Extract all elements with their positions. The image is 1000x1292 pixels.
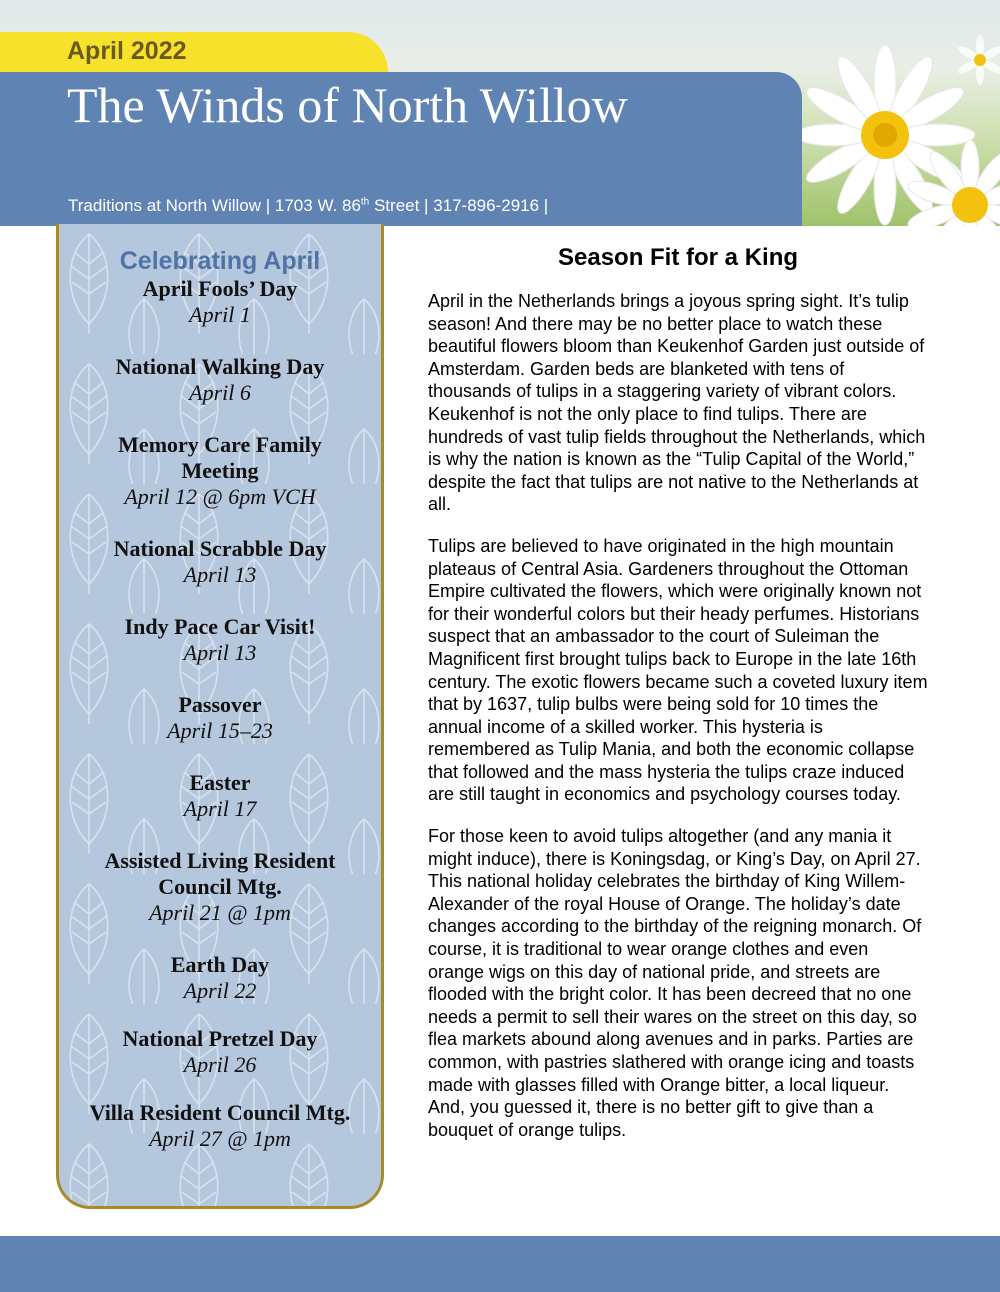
daisy-flowers-image: [790, 30, 1000, 226]
event-name: Memory Care Family Meeting: [118, 432, 322, 483]
event-date: April 15–23: [167, 718, 273, 743]
event-name: Assisted Living Resident Council Mtg.: [104, 848, 336, 899]
event-date: April 22: [183, 978, 257, 1003]
article-paragraph: April in the Netherlands brings a joyous spring sight. It’s tulip season! And there may be no better place to watch these beautiful flowers bloom than Keukenhof Garden just outside of Amsterdam. Garden beds are blanketed with tens of thousands of tulips in a staggering variety of vibrant colors. Keukenhof is not the only place to find tulips. There are hundreds of vast tulip fields throughout the Netherlands, which is why the nation is known as the “Tulip Capital of the World,” despite the fact that tulips are not native to the Netherlands at all.: [428, 291, 926, 515]
event-item: [59, 354, 381, 406]
event-name: Easter: [189, 770, 251, 795]
event-name: National Pretzel Day: [122, 1026, 318, 1051]
address-superscript: th: [360, 196, 370, 208]
sidebar-heading: Celebrating April: [119, 247, 321, 275]
article-title: Season Fit for a King: [557, 244, 799, 271]
event-name: Earth Day: [170, 952, 270, 977]
event-name: National Scrabble Day: [113, 536, 327, 561]
event-name: National Walking Day: [115, 354, 325, 379]
event-item: [59, 432, 381, 510]
event-item: [59, 770, 381, 822]
address-part-1: Traditions at North Willow | 1703 W. 86: [68, 196, 361, 215]
event-item: [59, 952, 381, 1004]
event-date: April 1: [189, 302, 251, 327]
newsletter-title: The Winds of North Willow: [67, 77, 628, 133]
event-item: [59, 276, 381, 328]
event-item: [59, 1100, 381, 1152]
event-date: April 17: [183, 796, 257, 821]
event-item: [59, 1026, 381, 1078]
event-name: Passover: [178, 692, 262, 717]
event-date: April 13: [183, 640, 257, 665]
masthead: [0, 0, 1000, 226]
address-part-2: Street | 317-896-2916 |: [369, 196, 549, 215]
event-date: April 26: [183, 1052, 257, 1077]
article: [428, 244, 928, 1160]
address-line: [68, 196, 548, 216]
footer-band: [0, 1236, 1000, 1292]
article-paragraph: For those keen to avoid tulips altogether (and any mania it might induce), there is Koningsdag, or King’s Day, on April 27. This national holiday celebrates the birthday of King Willem-Alexander of the royal House of Orange. The holiday’s date changes according to the birthday of the reigning monarch. Of course, it is traditional to wear orange clothes and even orange wigs on this day of national pride, and streets are flooded with the bright color. It has been decreed that no one needs a permit to sell their wares on the street on this day, so flea markets abound along avenues and in parks. Parties are common, with pastries slathered with orange icing and toasts made with glasses filled with Orange bitter, a local liqueur. And, you guessed it, there is no better gift to give than a bouquet of orange tulips.: [428, 826, 922, 1140]
event-name: Villa Resident Council Mtg.: [89, 1100, 351, 1125]
event-item: [59, 848, 381, 926]
event-date: April 6: [189, 380, 251, 405]
events-sidebar: [56, 224, 384, 1209]
event-item: [59, 614, 381, 666]
event-date: April 12 @ 6pm VCH: [124, 484, 316, 509]
event-date: April 21 @ 1pm: [149, 900, 291, 925]
event-item: [59, 536, 381, 588]
events-list: [59, 246, 381, 1178]
event-date: April 27 @ 1pm: [149, 1126, 291, 1151]
event-name: Indy Pace Car Visit!: [124, 614, 316, 639]
issue-month: April 2022: [67, 37, 187, 65]
event-name: April Fools’ Day: [142, 276, 298, 301]
article-paragraph: Tulips are believed to have originated in the high mountain plateaus of Central Asia. Gardeners throughout the Ottoman Empire cultivated the flowers, which were originally known not for their wonderful colors but their heady perfumes. Historians suspect that an ambassador to the court of Suleiman the Magnificent first brought tulips back to Europe in the late 16th century. The exotic flowers became such a coveted luxury item that by 1637, tulip bulbs were being sold for 10 times the annual income of a skilled worker. This hysteria is remembered as Tulip Mania, and both the economic collapse that followed and the mass hysteria the tulips craze induced are still taught in economics and psychology courses today.: [428, 535, 928, 805]
event-date: April 13: [183, 562, 257, 587]
event-item: [59, 692, 381, 744]
